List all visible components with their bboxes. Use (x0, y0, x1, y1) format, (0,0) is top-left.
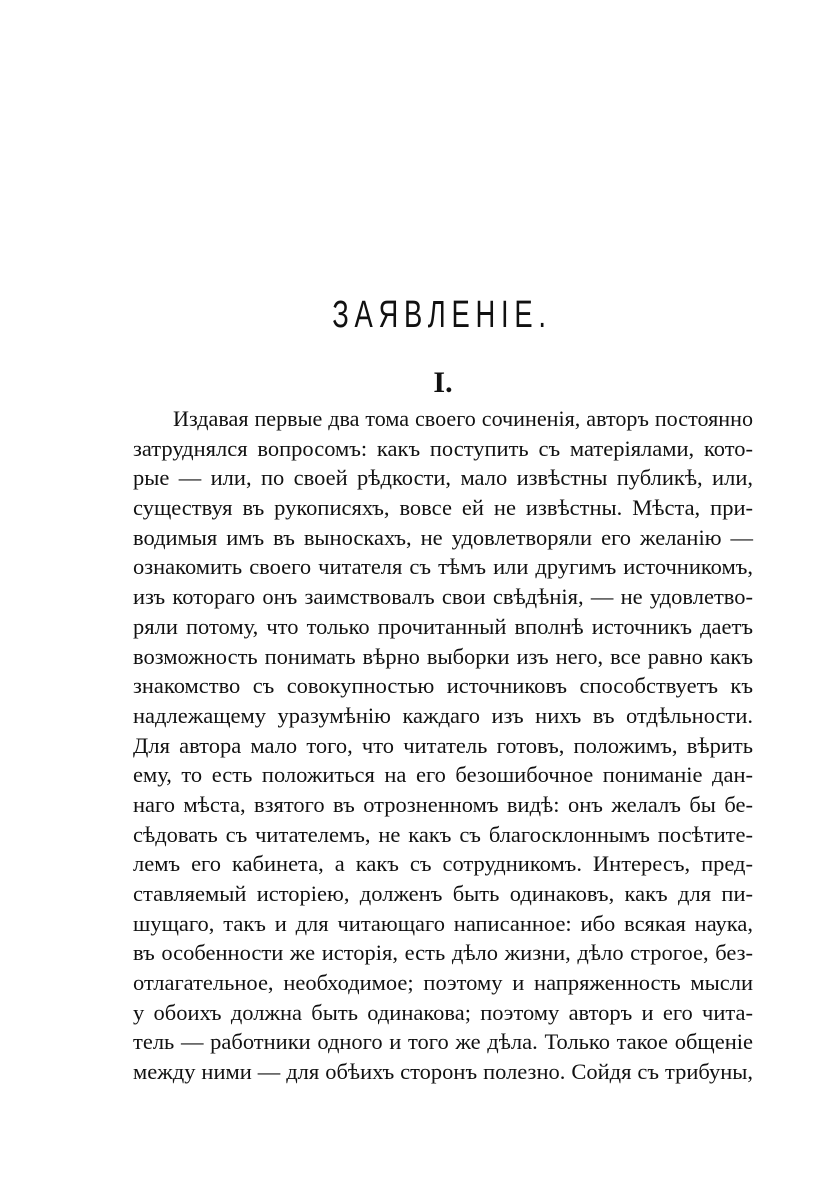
text-line: водимыя имъ въ выноскахъ, не удовлетворяли его желанію — (133, 524, 753, 550)
text-line: ему, то есть положиться на его безошибочное пониманіе дан- (133, 762, 753, 788)
text-line: изъ котораго онъ заимствовалъ свои свѣдѣнія, — не удовлетво- (133, 584, 753, 610)
text-line: наго мѣста, взятого въ отрозненномъ видѣ: онъ желалъ бы бе- (133, 791, 753, 817)
text-line: въ особенности же исторія, есть дѣло жизни, дѣло строгое, без- (133, 940, 753, 966)
text-line: у обоихъ должна быть одинакова; поэтому авторъ и его чита- (133, 999, 753, 1025)
text-line: надлежащему уразумѣнію каждаго изъ нихъ въ отдѣльности. (133, 702, 753, 728)
text-line: ставляемый исторіею, долженъ быть одинаковъ, какъ для пи- (133, 881, 753, 906)
page-title: ЗАЯВЛЕНІЕ. (332, 294, 552, 336)
text-line: затруднялся вопросомъ: какъ поступить съ матеріялами, кото- (133, 435, 753, 461)
text-line: между ними — для обѣихъ сторонъ полезно. Сойдя съ трибуны, (133, 1059, 753, 1085)
text-line: знакомство съ совокупностью источниковъ способствуетъ къ (133, 673, 753, 699)
text-line: ознакомить своего читателя съ тѣмъ или другимъ источникомъ, (133, 554, 753, 580)
text-line: существуя въ рукописяхъ, вовсе ей не извѣстны. Мѣста, при- (133, 495, 753, 521)
text-line: ряли потому, что только прочитанный вполнѣ источникъ даетъ (133, 613, 753, 639)
text-line: шущаго, такъ и для читающаго написанное: ибо всякая наука, (133, 910, 753, 936)
text-line: Для автора мало того, что читатель готовъ, положимъ, вѣрить (133, 732, 753, 758)
text-line: тель — работники одного и того же дѣла. Только такое общеніе (133, 1029, 753, 1055)
text-line: сѣдовать съ читателемъ, не какъ съ благосклоннымъ посѣтите- (133, 821, 753, 847)
text-line: Издавая первые два тома своего сочиненія, авторъ постоянно (173, 406, 753, 431)
text-line: возможность понимать вѣрно выборки изъ него, все равно какъ (133, 643, 753, 669)
text-line: лемъ его кабинета, а какъ съ сотрудникомъ. Интересъ, пред- (133, 851, 753, 877)
body-paragraph (133, 404, 753, 1087)
text-line: отлагательное, необходимое; поэтому и напряженность мысли (133, 970, 753, 996)
section-number: I. (433, 366, 453, 399)
text-line: рые — или, по своей рѣдкости, мало извѣстны публикѣ, или, (133, 465, 753, 491)
